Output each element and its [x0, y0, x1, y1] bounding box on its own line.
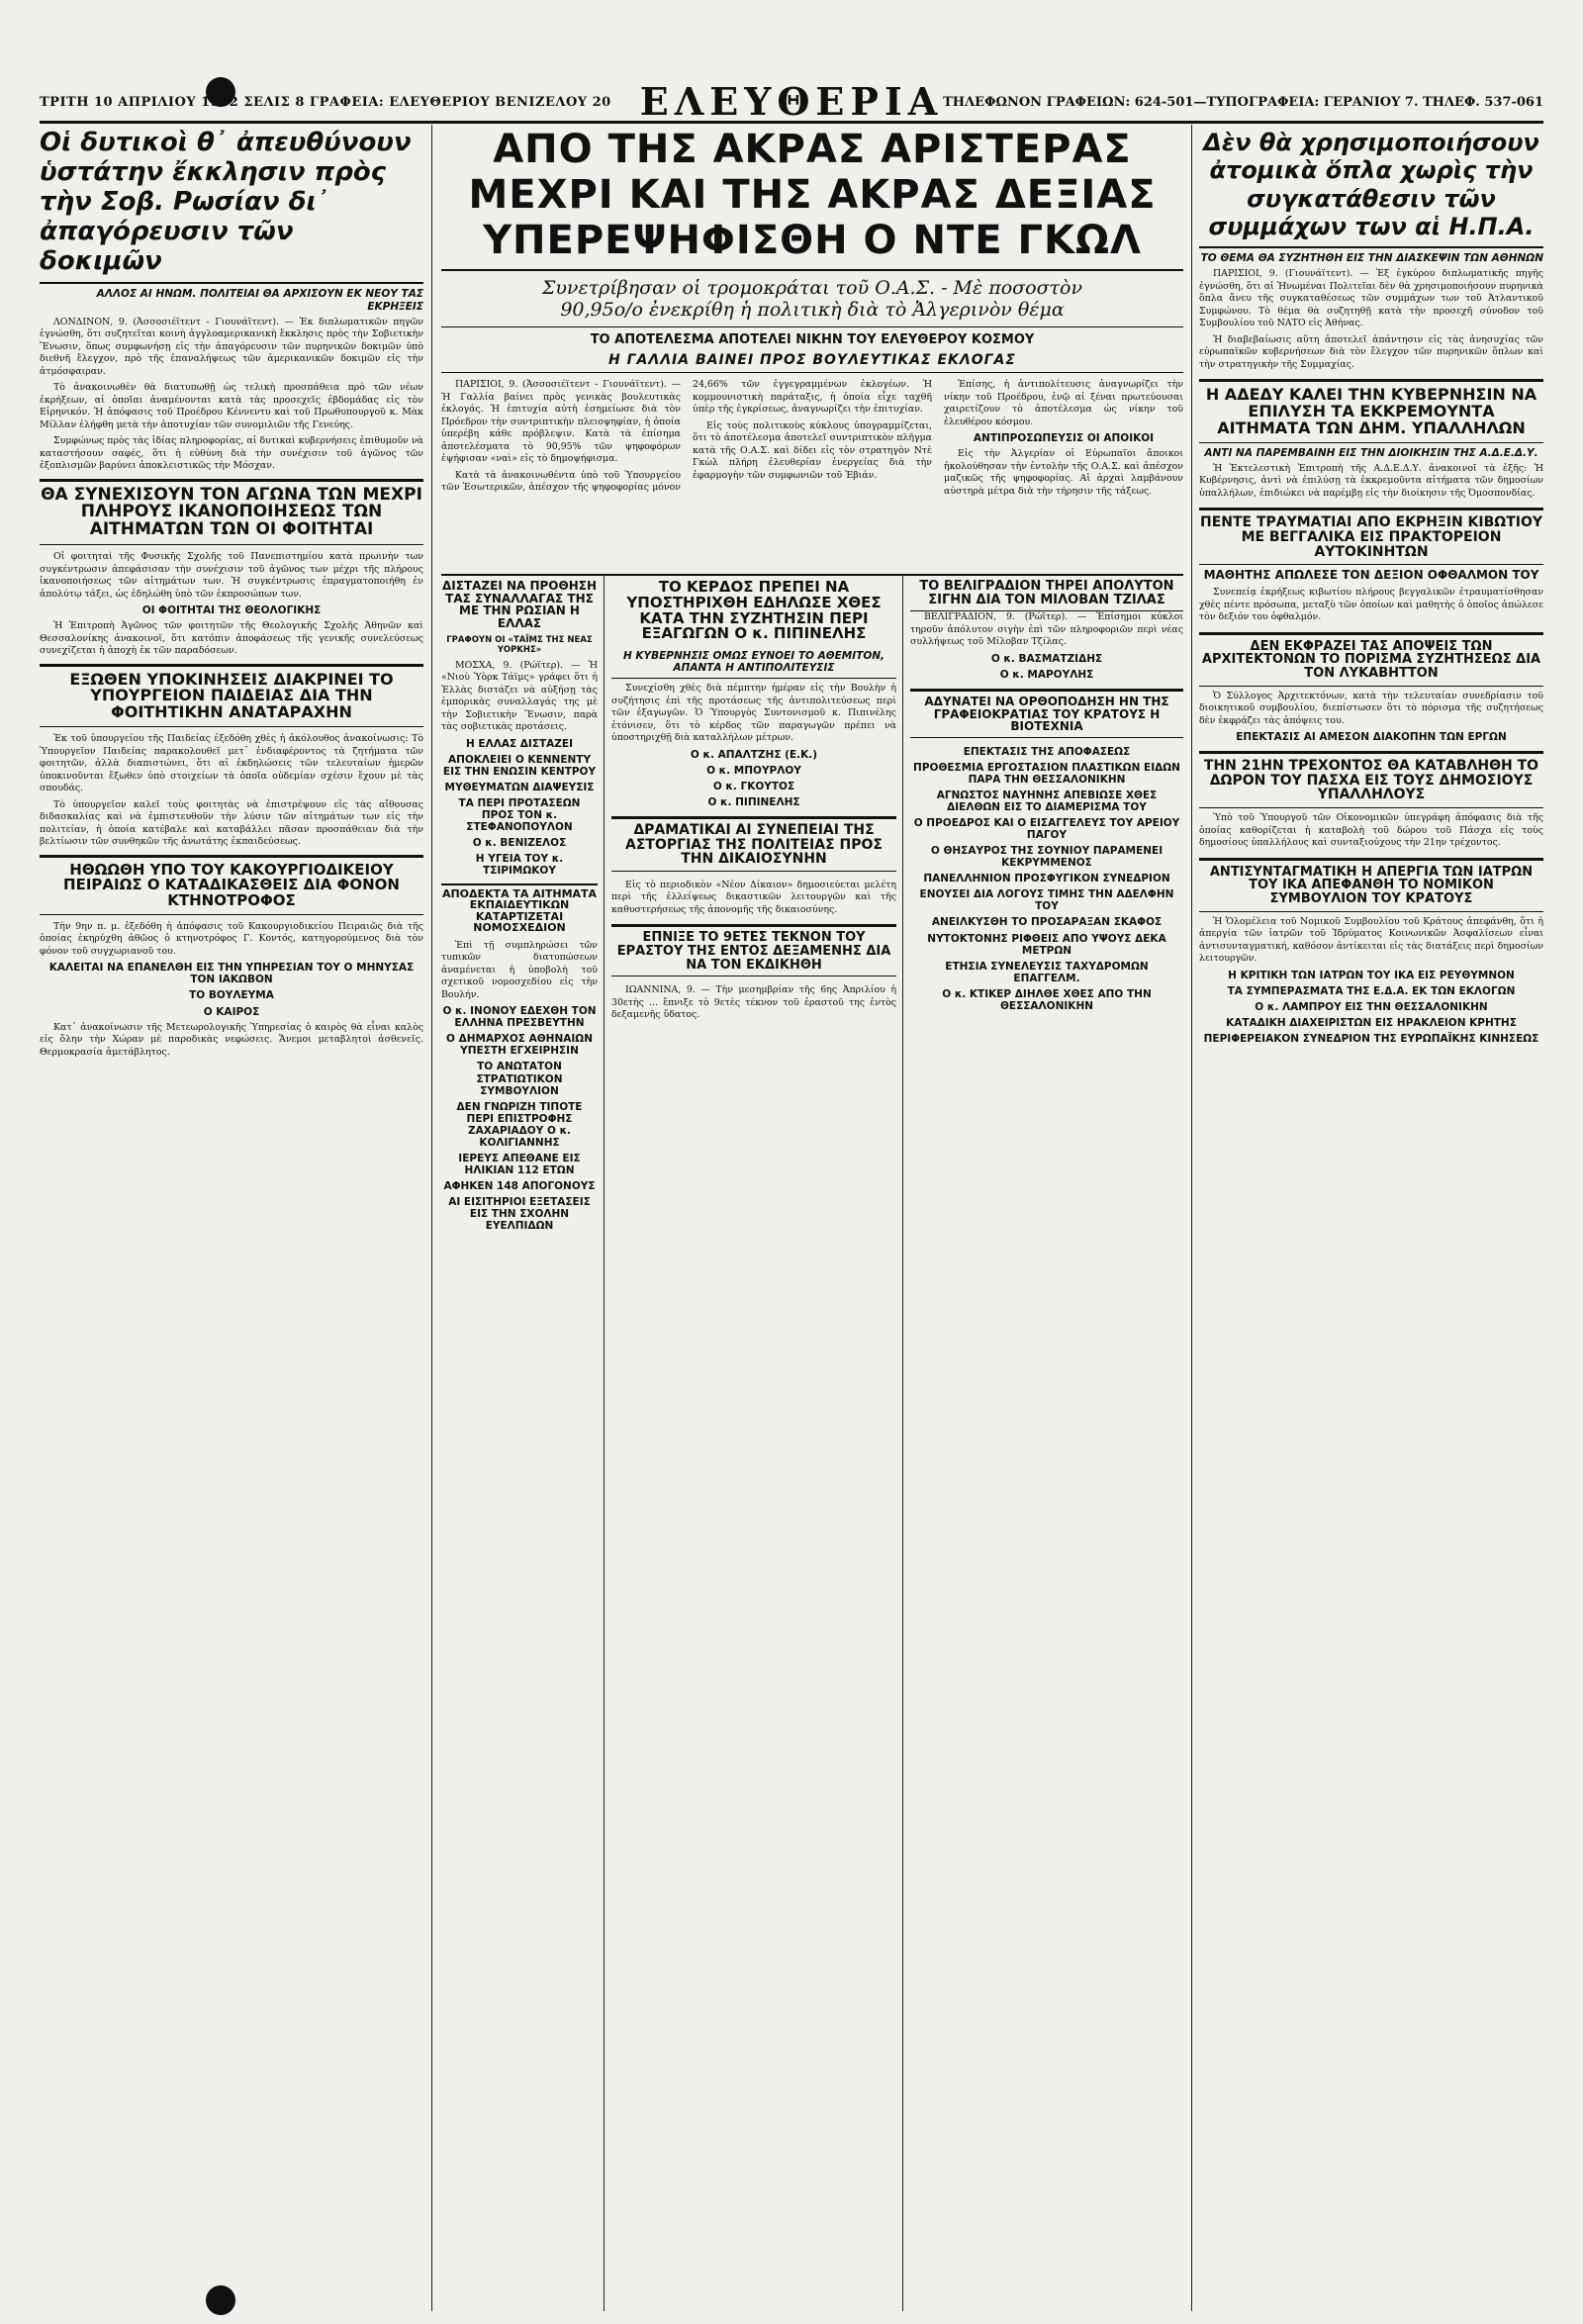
- headline-easter-bonus: ΤΗΝ 21ΗΝ ΤΡΕΧΟΝΤΟΣ ΘΑ ΚΑΤΑΒΛΗΘΗ ΤΟ ΔΩΡΟΝ ΤΟΥ ΠΑΣΧΑ ΕΙΣ ΤΟΥΣ ΔΗΜΟΣΙΟΥΣ ΥΠΑΛΛΗΛΟΥΣ: [1199, 751, 1543, 808]
- subhead-return-service: ΚΑΛΕΙΤΑΙ ΝΑ ΕΠΑΝΕΛΘΗ ΕΙΣ ΤΗΝ ΥΠΗΡΕΣΙΑΝ ΤΟΥ Ο ΜΗΝΥΣΑΣ ΤΟΝ ΙΑΚΩΒΟΝ: [48, 962, 415, 986]
- right-column: [1199, 127, 1543, 2308]
- section-divider: [441, 574, 1183, 576]
- subhead: Ο ΔΗΜΑΡΧΟΣ ΑΘΗΝΑΙΩΝ ΥΠΕΣΤΗ ΕΓΧΕΙΡΗΣΙΝ: [446, 1033, 593, 1058]
- subhead: ΕΝΟΥΣΕΙ ΔΙΑ ΛΟΓΟΥΣ ΤΙΜΗΣ ΤΗΝ ΑΔΕΛΦΗΝ ΤΟΥ: [919, 888, 1174, 913]
- headline-ioannina-crime: ΕΠΝΙΞΕ ΤΟ 9ΕΤΕΣ ΤΕΚΝΟΝ ΤΟΥ ΕΡΑΣΤΟΥ ΤΗΣ ΕΝΤΟΣ ΔΕΞΑΜΕΝΗΣ ΔΙΑ ΝΑ ΤΟΝ ΕΚΔΙΚΗΘΗ: [611, 924, 896, 976]
- subhead: Ο ΠΡΟΕΔΡΟΣ ΚΑΙ Ο ΕΙΣΑΓΓΕΛΕΥΣ ΤΟΥ ΑΡΕΙΟΥ ΠΑΓΟΥ: [913, 817, 1180, 842]
- headline-exports-debate: ΤΟ ΚΕΡΔΟΣ ΠΡΕΠΕΙ ΝΑ ΥΠΟΣΤΗΡΙΧΘΗ ΕΔΗΛΩΣΕ ΧΘΕΣ ΚΑΤΑ ΤΗΝ ΣΥΖΗΤΗΣΙΝ ΠΕΡΙ ΕΞΑΓΩΓΩΝ Ο κ. ΠΙΠΙΝΕΛΗΣ: [626, 580, 882, 643]
- subhead: Ο κ. ΛΑΜΠΡΟΥ ΕΙΣ ΤΗΝ ΘΕΣΣΑΛΟΝΙΚΗΝ: [1255, 1000, 1488, 1013]
- subhead-adedy: ΑΝΤΙ ΝΑ ΠΑΡΕΜΒΑΙΝΗ ΕΙΣ ΤΗΝ ΔΙΟΙΚΗΣΙΝ ΤΗΣ Α.Δ.Ε.Δ.Υ.: [1204, 446, 1538, 459]
- subhead: Ο κ. ΒΕΝΙΖΕΛΟΣ: [472, 837, 567, 850]
- headline-nuclear-tests: Οἱ δυτικοὶ θ᾽ ἀπευθύνουν ὑστάτην ἔκκλησιν πρὸς τὴν Σοβ. Ρωσίαν δι᾽ ἀπαγόρευσιν τῶν δοκιμῶν: [40, 127, 423, 284]
- article-paragraph: Συμφώνως πρὸς τὰς ἰδίας πληροφορίας, αἱ δυτικαὶ κυβερνήσεις ἐπιθυμοῦν νὰ καταστήσουν σαφές, ὅτι ἡ εὐθύνη διὰ τὴν συνέχισιν τοῦ ἀγῶνος τῶν ἐξοπλισμῶν βαρύνει ἀποκλειστικῶς τὴν Μόσχαν.: [40, 435, 423, 472]
- subhead-weather: Ο ΚΑΙΡΟΣ: [203, 1005, 260, 1018]
- subhead: Ο κ. ΓΚΟΥΤΟΣ: [712, 780, 795, 792]
- subhead-athens-conference: ΤΟ ΘΕΜΑ ΘΑ ΣΥΖΗΤΗΘΗ ΕΙΣ ΤΗΝ ΔΙΑΣΚΕΨΙΝ ΤΩΝ ΑΘΗΝΩΝ: [1200, 252, 1543, 265]
- headline-explosion: ΠΕΝΤΕ ΤΡΑΥΜΑΤΙΑΙ ΑΠΟ ΕΚΡΗΞΙΝ ΚΙΒΩΤΙΟΥ ΜΕ ΒΕΓΓΑΛΙΚΑ ΕΙΣ ΠΡΑΚΤΟΡΕΙΟΝ ΑΥΤΟΚΙΝΗΤΩΝ: [1199, 508, 1543, 565]
- article-paragraph: Συνεπείᾳ ἐκρήξεως κιβωτίου πλήρους βεγγαλικῶν ἐτραυματίσθησαν χθὲς πέντε πρόσωπα, μεταξὺ τῶν ὁποίων καὶ μαθητὴς ὁ ὁποῖος ἀπώλεσε τὸν δεξιόν του ὀφθαλμόν.: [1199, 587, 1543, 623]
- subhead: Η ΚΡΙΤΙΚΗ ΤΩΝ ΙΑΤΡΩΝ ΤΟΥ ΙΚΑ ΕΙΣ ΡΕΥΘΥΜΝΟΝ: [1228, 969, 1515, 981]
- headline-atomic-weapons: Δὲν θὰ χρησιμοποιήσουν ἀτομικὰ ὅπλα χωρὶς τὴν συγκατάθεσιν τῶν συμμάχων των αἱ Η.Π.Α.: [1199, 127, 1543, 248]
- subhead: Ο κ. ΠΙΠΙΝΕΛΗΣ: [707, 795, 800, 808]
- article-paragraph: Εἰς τοὺς πολιτικοὺς κύκλους ὑπογραμμίζεται, ὅτι τὸ ἀποτέλεσμα ἀποτελεῖ συντριπτικὸν πλῆγμα κατὰ τῆς Ο.Α.Σ. καὶ δίδει εἰς τὸν στρατηγὸν Ντὲ Γκὼλ πλήρη ἐλευθερίαν ἐνεργείας διὰ τὴν ἐφαρμογὴν τῶν συμφωνιῶν τοῦ Ἐβιάν.: [693, 419, 932, 481]
- subhead: ΙΕΡΕΥΣ ΑΠΕΘΑΝΕ ΕΙΣ ΗΛΙΚΙΑΝ 112 ΕΤΩΝ: [458, 1152, 581, 1176]
- headline-students: ΘΑ ΣΥΝΕΧΙΣΟΥΝ ΤΟΝ ΑΓΩΝΑ ΤΩΝ ΜΕΧΡΙ ΠΛΗΡΟΥΣ ΙΚΑΝΟΠΟΙΗΣΕΩΣ ΤΩΝ ΑΙΤΗΜΑΤΩΝ ΤΩΝ ΟΙ ΦΟΙΤΗΤΑΙ: [40, 479, 423, 546]
- subhead: ΕΠΕΚΤΑΣΙΣ ΑΙ ΑΜΕΣΟΝ ΔΙΑΚΟΠΗΝ ΤΩΝ ΕΡΓΩΝ: [1236, 731, 1507, 744]
- subhead: ΤΑ ΠΕΡΙ ΠΡΟΤΑΣΕΩΝ ΠΡΟΣ ΤΟΝ κ. ΣΤΕΦΑΝΟΠΟΥΛΟΝ: [458, 797, 581, 834]
- article-paragraph: Ἐκ τοῦ ὑπουργείου τῆς Παιδείας ἐξεδόθη χθὲς ἡ ἀκόλουθος ἀνακοίνωσις: Τὸ Ὑπουργεῖον Παιδείας παρακολουθεῖ μετ᾽ ἐνδιαφέροντος τὰ ζητήματα τῶν φοιτητῶν, ἀλλὰ διαπιστώνει, ὅτι αἱ ἐκδηλώσεις τῶν τελευταίων ἡμερῶν ὑποκινοῦνται ἔξωθεν ὑπὸ στοιχείων τὰ ὁποῖα οὐδεμίαν σχέσιν ἔχουν μὲ τὰς σπουδάς.: [40, 733, 423, 794]
- lead-subhead-elections: Η ΓΑΛΛΙΑ ΒΑΙΝΕΙ ΠΡΟΣ ΒΟΥΛΕΥΤΙΚΑΣ ΕΚΛΟΓΑΣ: [441, 352, 1183, 373]
- subhead: Ο κ. ΒΑΣΜΑΤΖΙΔΗΣ: [990, 652, 1103, 665]
- subhead-settlers: ΑΝΤΙΠΡΟΣΩΠΕΥΣΙΣ ΟΙ ΑΠΟΙΚΟΙ: [973, 432, 1155, 445]
- lead-headline-line-1: ΑΠΟ ΤΗΣ ΑΚΡΑΣ ΑΡΙΣΤΕΡΑΣ: [493, 127, 1132, 172]
- masthead: [40, 79, 1543, 124]
- headline-crafts-bureaucracy: ΑΔΥΝΑΤΕΙ ΝΑ ΟΡΘΟΠΟΔΗΣΗ ΗΝ ΤΗΣ ΓΡΑΦΕΙΟΚΡΑΤΙΑΣ ΤΟΥ ΚΡΑΤΟΥΣ Η ΒΙΟΤΕΧΝΙΑ: [910, 689, 1183, 738]
- subhead: Ο κ. ΜΑΡΟΥΛΗΣ: [999, 668, 1094, 681]
- middle-column-2: [611, 580, 896, 2309]
- subhead: ΕΠΕΚΤΑΣΙΣ ΤΗΣ ΑΠΟΦΑΣΕΩΣ: [963, 745, 1131, 758]
- article-paragraph: Κατὰ τὰ ἀνακοινωθέντα ὑπὸ τοῦ Ὑπουργείου τῶν Ἐσωτερικῶν, ἀπέσχον τῆς ψηφοφορίας μόνον 24,66% τῶν ἐγγεγραμμένων ἐκλογέων. Ἡ κομμουνιστικὴ παράταξις, ἡ ὁποία εἶχε ταχθῆ ὑπὲρ τῆς ἐγκρίσεως, ἀναγνωρίζει τὴν ἐπιτυχίαν.: [441, 379, 932, 494]
- subhead-student-eye: ΜΑΘΗΤΗΣ ΑΠΩΛΕΣΕ ΤΟΝ ΔΕΞΙΟΝ ΟΦΘΑΛΜΟΝ ΤΟΥ: [1203, 568, 1539, 583]
- article-paragraph: Εἰς τὴν Ἀλγερίαν οἱ Εὐρωπαῖοι ἄποικοι ἠκολούθησαν τὴν ἐντολὴν τῆς Ο.Α.Σ. καὶ ἀπέσχον μαζικῶς τῆς ψηφοφορίας. Αἱ ἀρχαὶ λαμβάνουν αὐστηρὰ μέτρα διὰ τὴν τήρησιν τῆς τάξεως.: [944, 448, 1183, 497]
- lead-deck-line-1: Συνετρίβησαν οἱ τρομοκράται τοῦ Ο.Α.Σ. - Μὲ ποσοστὸν: [541, 277, 1083, 299]
- article-paragraph: ΙΩΑΝΝΙΝΑ, 9. — Τὴν μεσημβρίαν τῆς 6ης Ἀπριλίου ἡ 30ετὴς ... ἔπνιξε τὸ 9ετὲς τέκνον τοῦ ἐραστοῦ της ἐντὸς δεξαμενῆς ὕδατος.: [611, 984, 896, 1021]
- subhead: ΠΑΝΕΛΛΗΝΙΟΝ ΠΡΟΣΦΥΓΙΚΟΝ ΣΥΝΕΔΡΙΟΝ: [923, 873, 1170, 885]
- weather-paragraph: Κατ᾽ ἀνακοίνωσιν τῆς Μετεωρολογικῆς Ὑπηρεσίας ὁ καιρὸς θὰ εἶναι καλὸς εἰς ὅλην τὴν Χώραν μὲ παροδικὰς νεφώσεις. Ἄνεμοι μεταβλητοὶ ἀσθενεῖς. Θερμοκρασία ἀμετάβλητος.: [40, 1021, 423, 1058]
- article-paragraph: Ἡ Ἐκτελεστικὴ Ἐπιτροπὴ τῆς Α.Δ.Ε.Δ.Υ. ἀνακοινοῖ τὰ ἑξῆς: Ἡ Κυβέρνησις, ἀντὶ νὰ ἐπιλύσῃ τὰ ἐκκρεμοῦντα αἰτήματα τῶν δημοσίων ὑπαλλήλων, ἐπιδιώκει νὰ παρέμβῃ εἰς τὴν διοίκησιν τῆς Ὀμοσπονδίας.: [1199, 462, 1543, 499]
- headline-court-piraeus: ΗΘΩΩΘΗ ΥΠΟ ΤΟΥ ΚΑΚΟΥΡΓΙΟΔΙΚΕΙΟΥ ΠΕΙΡΑΙΩΣ Ο ΚΑΤΑΔΙΚΑΣΘΕΙΣ ΔΙΑ ΦΟΝΟΝ ΚΤΗΝΟΤΡΟΦΟΣ: [40, 855, 423, 915]
- subhead: ΠΡΟΘΕΣΜΙΑ ΕΡΓΟΣΤΑΣΙΟΝ ΠΛΑΣΤΙΚΩΝ ΕΙΔΩΝ ΠΑΡΑ ΤΗΝ ΘΕΣΣΑΛΟΝΙΚΗΝ: [913, 761, 1180, 786]
- article-paragraph: ΒΕΛΙΓΡΑΔΙΟΝ, 9. (Ρώϊτερ). — Ἐπίσημοι κύκλοι τηροῦν ἀπόλυτον σιγὴν ἐπὶ τῶν πληροφοριῶν περὶ νέας συλλήψεως τοῦ Μίλοβαν Τζίλας.: [910, 611, 1183, 648]
- column-rule: [604, 574, 605, 2311]
- column-rule: [1191, 125, 1192, 2311]
- subhead: ΝΥΤΟΚΤΟΝΗΣ ΡΙΦΘΕΙΣ ΑΠΟ ΥΨΟΥΣ ΔΕΚΑ ΜΕΤΡΩΝ: [927, 932, 1166, 957]
- headline-ika-strike: ΑΝΤΙΣΥΝΤΑΓΜΑΤΙΚΗ Η ΑΠΕΡΓΙΑ ΤΩΝ ΙΑΤΡΩΝ ΤΟΥ ΙΚΑ ΑΠΕΦΑΝΘΗ ΤΟ ΝΟΜΙΚΟΝ ΣΥΜΒΟΥΛΙΟΝ ΤΟΥ ΚΡΑΤΟΥΣ: [1199, 858, 1543, 912]
- subhead: ΚΑΤΑΔΙΚΗ ΔΙΑΧΕΙΡΙΣΤΩΝ ΕΙΣ ΗΡΑΚΛΕΙΟΝ ΚΡΗΤΗΣ: [1226, 1016, 1517, 1029]
- subhead: ΠΕΡΙΦΕΡΕΙΑΚΟΝ ΣΥΝΕΔΡΙΟΝ ΤΗΣ ΕΥΡΩΠΑΪΚΗΣ ΚΙΝΗΣΕΩΣ: [1203, 1032, 1539, 1045]
- subhead: ΜΥΘΕΥΜΑΤΩΝ ΔΙΑΨΕΥΣΙΣ: [444, 782, 595, 794]
- newspaper-title: ΕΛΕΥΘΕΡΙΑ: [639, 79, 944, 124]
- headline-adedy: Η ΑΔΕΔΥ ΚΑΛΕΙ ΤΗΝ ΚΥΒΕΡΝΗΣΙΝ ΝΑ ΕΠΙΛΥΣΗ ΤΑ ΕΚΚΡΕΜΟΥΝΤΑ ΑΙΤΗΜΑΤΑ ΤΩΝ ΔΗΜ. ΥΠΑΛΛΗΛΩΝ: [1199, 379, 1543, 442]
- article-paragraph: ΠΑΡΙΣΙΟΙ, 9. (Ἀσσοσιέϊτεντ - Γιουνάϊτεντ). — Ἡ Γαλλία βαίνει πρὸς γενικὰς βουλευτικὰς ἐκλογάς. Ἡ ἐπιτυχία αὐτὴ ἐσημείωσε διὰ τὸν Πρόεδρον τὴν συντριπτικὴν πλειοψηφίαν, ἡ ὁποία ὑπερέβη κάθε πρόβλεψιν. Κατὰ τὰ ἐπίσημα ἀποτελέσματα τὸ 90,95% τῶν ψηφοφόρων ἐψήφισαν «ναὶ» εἰς τὸ δημοψήφισμα.: [441, 379, 681, 465]
- column-rule: [902, 574, 903, 2311]
- subhead-theology: ΟΙ ΦΟΙΤΗΤΑΙ ΤΗΣ ΘΕΟΛΟΓΙΚΗΣ: [141, 604, 322, 617]
- article-paragraph: Ἡ διαβεβαίωσις αὕτη ἀποτελεῖ ἀπάντησιν εἰς τὰς ἀνησυχίας τῶν εὐρωπαϊκῶν κυβερνήσεων διὰ τὸν ἔλεγχον τῶν πυρηνικῶν ὅπλων καὶ τὴν στρατηγικὴν τῆς Συμμαχίας.: [1199, 333, 1543, 370]
- headline-architects: ΔΕΝ ΕΚΦΡΑΖΕΙ ΤΑΣ ΑΠΟΨΕΙΣ ΤΩΝ ΑΡΧΙΤΕΚΤΟΝΩΝ ΤΟ ΠΟΡΙΣΜΑ ΣΥΖΗΤΗΣΕΩΣ ΔΙΑ ΤΟΝ ΛΥΚΑΒΗΤΤΟΝ: [1199, 632, 1543, 687]
- subhead: Η ΕΛΛΑΣ ΔΙΣΤΑΖΕΙ: [465, 737, 573, 750]
- headline-djilas: ΤΟ ΒΕΛΙΓΡΑΔΙΟΝ ΤΗΡΕΙ ΑΠΟΛΥΤΟΝ ΣΙΓΗΝ ΔΙΑ ΤΟΝ ΜΙΛΟΒΑΝ ΤΖΙΛΑΣ: [910, 580, 1183, 611]
- subhead: Ο κ. ΑΠΑΛΤΖΗΣ (Ε.Κ.): [690, 748, 818, 761]
- subhead: Ο κ. ΙΝΟΝΟΥ ΕΔΕΧΘΗ ΤΟΝ ΕΛΛΗΝΑ ΠΡΕΣΒΕΥΤΗΝ: [442, 1005, 597, 1030]
- masthead-date-line: ΤΡΙΤΗ 10 ΑΠΡΙΛΙΟΥ 1962 ΣΕΛΙΣ 8 ΓΡΑΦΕΙΑ: ΕΛΕΥΘΕΡΙΟΥ ΒΕΝΙΖΕΛΟΥ 20: [40, 95, 611, 110]
- subhead: ΑΦΗΚΕΝ 148 ΑΠΟΓΟΝΟΥΣ: [443, 1180, 596, 1193]
- article-paragraph: Ὑπὸ τοῦ Ὑπουργοῦ τῶν Οἰκονομικῶν ὑπεγράφη ἀπόφασις διὰ τῆς ὁποίας καθορίζεται ἡ καταβολὴ τοῦ δώρου τοῦ Πάσχα εἰς τοὺς δημοσίους ὑπαλλήλους καὶ συνταξιούχους τὴν 21ην τρέχοντος.: [1199, 812, 1543, 849]
- subhead: ΤΑ ΣΥΜΠΕΡΑΣΜΑΤΑ ΤΗΣ Ε.Δ.Α. ΕΚ ΤΩΝ ΕΚΛΟΓΩΝ: [1227, 984, 1516, 997]
- byline-nyt: ΓΡΑΦΟΥΝ ΟΙ «ΤΑΪΜΣ ΤΗΣ ΝΕΑΣ ΥΟΡΚΗΣ»: [446, 635, 593, 656]
- subhead: Ο κ. ΜΠΟΥΡΛΟΥ: [706, 764, 801, 777]
- article-paragraph: Ἡ Ὁλομέλεια τοῦ Νομικοῦ Συμβουλίου τοῦ Κράτους ἀπεφάνθη, ὅτι ἡ ἀπεργία τῶν ἰατρῶν τοῦ Ἱδρύματος Κοινωνικῶν Ἀσφαλίσεων εἶναι ἀντισυνταγματική, καθόσον ἀντίκειται εἰς τὰς διατάξεις περὶ δημοσίων λειτουργῶν.: [1199, 915, 1543, 965]
- lead-deck-line-2: 90,95ο/ο ἐνεκρίθη ἡ πολιτικὴ διὰ τὸ Ἀλγερινὸν θέμα: [441, 299, 1183, 327]
- subhead: ΕΤΗΣΙΑ ΣΥΝΕΛΕΥΣΙΣ ΤΑΧΥΔΡΟΜΩΝ ΕΠΑΓΓΕΛΜ.: [945, 960, 1149, 984]
- left-column: [40, 127, 423, 2308]
- middle-column-3: [910, 580, 1183, 2309]
- subhead: Ο ΘΗΣΑΥΡΟΣ ΤΗΣ ΣΟΥΝΙΟΥ ΠΑΡΑΜΕΝΕΙ ΚΕΚΡΥΜΜΕΝΟΣ: [930, 845, 1164, 870]
- headline-teachers-demands: ΑΠΟΔΕΚΤΑ ΤΑ ΑΙΤΗΜΑΤΑ ΕΚΠΑΙΔΕΥΤΙΚΩΝ ΚΑΤΑΡΤΙΖΕΤΑΙ ΝΟΜΟΣΧΕΔΙΟΝ: [441, 883, 598, 934]
- column-rule: [431, 125, 432, 2311]
- lead-body-columns: [441, 379, 1183, 498]
- deck-government-response: Η ΚΥΒΕΡΝΗΣΙΣ ΟΜΩΣ ΕΥΝΟΕΙ ΤΟ ΑΘΕΜΙΤΟΝ, ΑΠΑΝΤΑ Η ΑΝΤΙΠΟΛΙΤΕΥΣΙΣ: [611, 650, 896, 679]
- subhead-us-tests: ΑΛΛΟΣ ΑΙ ΗΝΩΜ. ΠΟΛΙΤΕΙΑΙ ΘΑ ΑΡΧΙΣΟΥΝ ΕΚ ΝΕΟΥ ΤΑΣ ΕΚΡΗΞΕΙΣ: [96, 288, 423, 313]
- article-paragraph: Ὁ Σύλλογος Ἀρχιτεκτόνων, κατὰ τὴν τελευταίαν συνεδρίασιν τοῦ διοικητικοῦ συμβουλίου, διεπίστωσεν ὅτι τὸ πόρισμα τῆς συζητήσεως δὲν ἐκφράζει τὰς ἀπόψεις του.: [1199, 690, 1543, 726]
- subhead: ΔΕΝ ΓΝΩΡΙΖΗ ΤΙΠΟΤΕ ΠΕΡΙ ΕΠΙΣΤΡΟΦΗΣ ΖΑΧΑΡΙΑΔΟΥ Ο κ. ΚΟΛΙΓΙΑΝΝΗΣ: [456, 1100, 583, 1149]
- subhead: Ο κ. ΚΤΙΚΕΡ ΔΙΗΛΘΕ ΧΘΕΣ ΑΠΟ ΤΗΝ ΘΕΣΣΑΛΟΝΙΚΗΝ: [942, 987, 1152, 1012]
- subhead: ΑΠΟΚΛΕΙΕΙ Ο ΚΕΝΝΕΝΤΥ ΕΙΣ ΤΗΝ ΕΝΩΣΙΝ ΚΕΝΤΡΟΥ: [442, 753, 597, 779]
- article-paragraph: Τὴν 9ην π. μ. ἐξεδόθη ἡ ἀπόφασις τοῦ Κακουργιοδικείου Πειραιῶς διὰ τῆς ὁποίας ἐκηρύχθη ἀθῶος ὁ κτηνοτρόφος Γ. Κοντός, κατηγορούμενος διὰ τὸν φόνον τοῦ συγχωριανοῦ του.: [40, 920, 423, 957]
- subhead-council-decision: ΤΟ ΒΟΥΛΕΥΜΑ: [189, 989, 274, 1002]
- middle-column-1: [441, 580, 598, 2309]
- article-paragraph: Ἐπὶ τῇ συμπληρώσει τῶν τυπικῶν διατυπώσεων ἀναμένεται ἡ ὑποβολὴ τοῦ σχετικοῦ νομοσχεδίου εἰς τὴν Βουλήν.: [441, 939, 598, 1000]
- subhead: Η ΥΓΕΙΑ ΤΟΥ κ. ΤΣΙΡΙΜΩΚΟΥ: [475, 853, 564, 878]
- article-paragraph: Ἡ Ἐπιτροπὴ Ἀγῶνος τῶν φοιτητῶν τῆς Θεολογικῆς Σχολῆς Ἀθηνῶν καὶ Θεσσαλονίκης ἀνακοινοῖ, ὅτι κατόπιν ἀποφάσεως τῆς γενικῆς συνελεύσεως συνεχίζεται ἡ ἀποχὴ ἐκ τῶν παραδόσεων.: [40, 620, 423, 657]
- lead-subhead-free-world: ΤΟ ΑΠΟΤΕΛΕΣΜΑ ΑΠΟΤΕΛΕΙ ΝΙΚΗΝ ΤΟΥ ΕΛΕΥΘΕΡΟΥ ΚΟΣΜΟΥ: [590, 332, 1035, 347]
- masthead-phone-line: ΤΗΛΕΦΩΝΟΝ ΓΡΑΦΕΙΩΝ: 624-501—ΤΥΠΟΓΡΑΦΕΙΑ: ΓΕΡΑΝΙΟΥ 7. ΤΗΛΕΦ. 537-061: [943, 95, 1543, 110]
- article-paragraph: ΛΟΝΔΙΝΟΝ, 9. (Ἀσσοσιέϊτεντ - Γιουνάϊτεντ). — Ἐκ διπλωματικῶν πηγῶν ἐγνώσθη, ὅτι συζητεῖται κοινὴ ἀγγλοαμερικανικὴ ἔκκλησις πρὸς τὴν Σοβιετικὴν Ἕνωσιν, ὅπως συμφωνήσῃ εἰς τὴν ἀπαγόρευσιν τῶν πυρηνικῶν δοκιμῶν ὑπὸ διεθνῆ ἔλεγχον, πρὸ τῆς ἐπαναλήψεως τῶν ἀμερικανικῶν δοκιμῶν εἰς τὴν ἀτμόσφαιραν.: [40, 316, 423, 377]
- subhead: ΑΓΝΩΣΤΟΣ ΝΑΥΗΝΗΣ ΑΠΕΒΙΩΣΕ ΧΘΕΣ ΔΙΕΛΘΩΝ ΕΙΣ ΤΟ ΔΙΑΜΕΡΙΣΜΑ ΤΟΥ: [936, 789, 1158, 813]
- lead-headline-line-3: ΥΠΕΡΕΨΗΦΙΣΘΗ Ο ΝΤΕ ΓΚΩΛ: [441, 218, 1183, 271]
- lead-headline-line-2: ΜΕΧΡΙ ΚΑΙ ΤΗΣ ΑΚΡΑΣ ΔΕΞΙΑΣ: [468, 172, 1157, 218]
- subhead: ΑΙ ΕΙΣΙΤΗΡΙΟΙ ΕΞΕΤΑΣΕΙΣ ΕΙΣ ΤΗΝ ΣΧΟΛΗΝ ΕΥΕΛΠΙΔΩΝ: [448, 1196, 591, 1233]
- article-paragraph: Εἰς τὸ περιοδικὸν «Νέον Δίκαιον» δημοσιεύεται μελέτη περὶ τῆς ἐλλείψεως δικαστικῶν λειτουργῶν καὶ τῆς καθυστερήσεως τῆς ἀπονομῆς τῆς δικαιοσύνης.: [611, 879, 896, 915]
- headline-ministry-education: ΕΞΩΘΕΝ ΥΠΟΚΙΝΗΣΕΙΣ ΔΙΑΚΡΙΝΕΙ ΤΟ ΥΠΟΥΡΓΕΙΟΝ ΠΑΙΔΕΙΑΣ ΔΙΑ ΤΗΝ ΦΟΙΤΗΤΙΚΗΝ ΑΝΑΤΑΡΑΧΗΝ: [40, 664, 423, 727]
- article-paragraph: Οἱ φοιτηταὶ τῆς Φυσικῆς Σχολῆς τοῦ Πανεπιστημίου κατὰ πρωινὴν των συγκέντρωσιν ἀπεφάσισαν τὴν συνέχισιν τοῦ ἀγῶνος των μέχρι τῆς πλήρους ἱκανοποιήσεως τῶν αἰτημάτων των. Ἡ συγκέντρωσις ἐπραγματοποιήθη ἐν ἀπολύτῳ τάξει, ὡς ἐδηλώθη ὑπὸ τῶν ἐκπροσώπων των.: [40, 551, 423, 600]
- article-paragraph: Τὸ ὑπουργεῖον καλεῖ τοὺς φοιτητὰς νὰ ἐπιστρέψουν εἰς τὰς αἴθουσας διδασκαλίας καὶ νὰ ἐμπιστευθοῦν τὴν λύσιν τῶν αἰτημάτων των εἰς τὴν πολιτείαν, ἡ ὁποία κατέβαλε καὶ καταβάλλει πᾶσαν προσπάθειαν διὰ τὴν βελτίωσιν τῶν συνθηκῶν τῆς ἀνωτάτης ἐκπαιδεύσεως.: [40, 798, 423, 848]
- lead-story: [441, 127, 1183, 572]
- article-paragraph: Ἐπίσης, ἡ ἀντιπολίτευσις ἀναγνωρίζει τὴν νίκην τοῦ Προέδρου, ἐνῷ αἱ ξέναι πρωτεύουσαι χαιρετίζουν τὸ ἀποτέλεσμα ὡς νίκην τοῦ ἐλευθέρου κόσμου.: [944, 379, 1183, 427]
- subhead: ΤΟ ΑΝΩΤΑΤΟΝ ΣΤΡΑΤΙΩΤΙΚΟΝ ΣΥΜΒΟΥΛΙΟΝ: [476, 1061, 563, 1097]
- headline-greece-russia-trade: ΔΙΣΤΑΖΕΙ ΝΑ ΠΡΟΘΗΣΗ ΤΑΣ ΣΥΝΑΛΛΑΓΑΣ ΤΗΣ ΜΕ ΤΗΝ ΡΩΣΙΑΝ Η ΕΛΛΑΣ: [442, 580, 597, 630]
- article-paragraph: Συνεχίσθη χθὲς διὰ πέμπτην ἡμέραν εἰς τὴν Βουλὴν ἡ συζήτησις ἐπὶ τῆς προτάσεως τῆς ἀντιπολιτεύσεως περὶ τῶν ἐξαγωγῶν. Ὁ Ὑπουργὸς Συντονισμοῦ κ. Πιπινέλης ἐτόνισεν, ὅτι τὸ κέρδος τῶν παραγωγῶν πρέπει νὰ ὑποστηριχθῇ διὰ καταλλήλων μέτρων.: [611, 683, 896, 744]
- headline-justice: ΔΡΑΜΑΤΙΚΑΙ ΑΙ ΣΥΝΕΠΕΙΑΙ ΤΗΣ ΑΣΤΟΡΓΙΑΣ ΤΗΣ ΠΟΛΙΤΕΙΑΣ ΠΡΟΣ ΤΗΝ ΔΙΚΑΙΟΣΥΝΗΝ: [611, 816, 896, 872]
- article-paragraph: ΜΟΣΧΑ, 9. (Ρώϊτερ). — Ἡ «Νιοὺ Ὑὸρκ Τάϊμς» γράφει ὅτι ἡ Ἑλλὰς διστάζει νὰ αὐξήσῃ τὰς ἐμπορικὰς συναλλαγάς της μὲ τὴν Σοβιετικὴν Ἕνωσιν, παρὰ τὰς σοβιετικὰς προτάσεις.: [441, 659, 598, 733]
- article-paragraph: ΠΑΡΙΣΙΟΙ, 9. (Γιουνάϊτεντ). — Ἐξ ἐγκύρου διπλωματικῆς πηγῆς ἐγνώσθη, ὅτι αἱ Ἡνωμέναι Πολιτεῖαι δὲν θὰ χρησιμοποιήσουν πυρηνικὰ ὅπλα ἄνευ τῆς συγκαταθέσεως τῶν συμμάχων των τοῦ Ἀτλαντικοῦ Συμφώνου. Τὸ θέμα θὰ συζητηθῇ κατὰ τὴν προσεχῆ σύνοδον τοῦ Συμβουλίου τοῦ ΝΑΤΟ εἰς Ἀθήνας.: [1199, 268, 1543, 329]
- subhead: ΑΝΕΙΛΚΥΣΘΗ ΤΟ ΠΡΟΣΑΡΑΞΑΝ ΣΚΑΦΟΣ: [931, 916, 1163, 929]
- article-paragraph: Τὸ ἀνακοινωθὲν θὰ διατυπωθῇ ὡς τελικὴ προσπάθεια πρὸ τῶν νέων ἐκρήξεων, αἱ ὁποῖαι ἀναμένονται κατὰ τὰς προσεχεῖς ἑβδομάδας εἰς τὸν Εἰρηνικόν. Ἡ ἀπόφασις τοῦ Προέδρου Κέννεντυ καὶ τοῦ Πρωθυπουργοῦ κ. Μὰκ Μίλλαν ἐλήφθη μετὰ τὴν ἀποτυχίαν τῶν συνομιλιῶν τῆς Γενεύης.: [40, 382, 423, 430]
